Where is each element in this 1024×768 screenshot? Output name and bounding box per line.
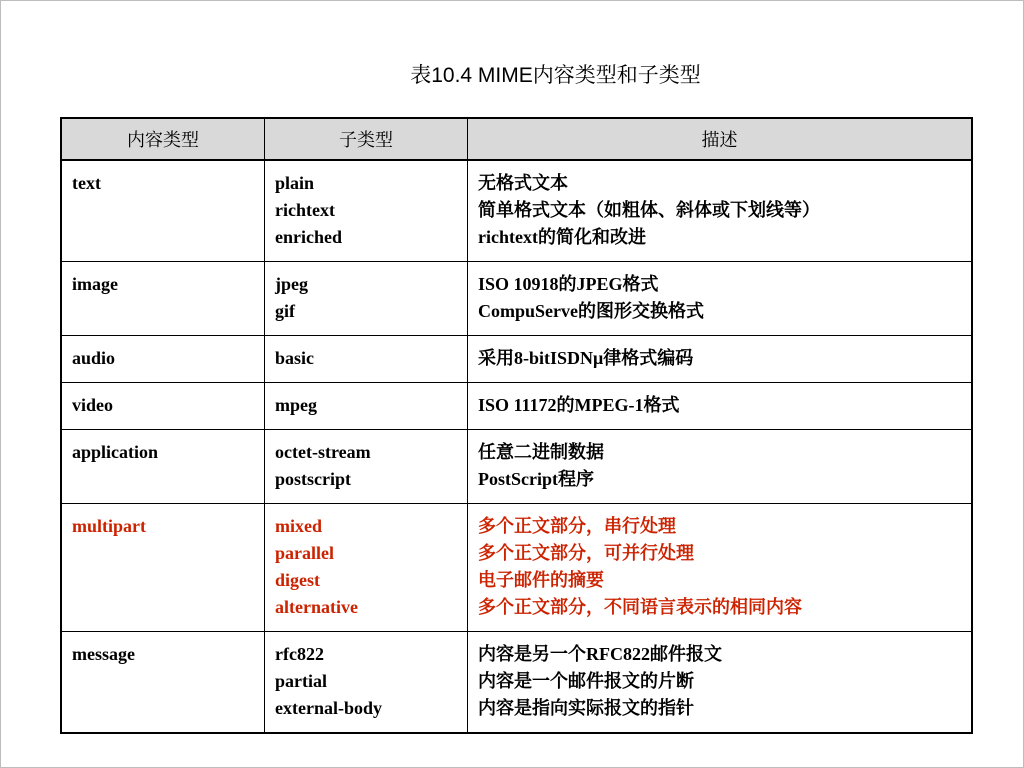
subtype-text: richtext <box>275 200 335 220</box>
subtype-text: mpeg <box>275 395 317 415</box>
cell-content-type <box>61 262 265 336</box>
cell-descriptions <box>468 504 973 632</box>
page-title <box>1 59 1024 89</box>
description-text: 多个正文部分，串行处理 <box>478 516 676 536</box>
description-text: 采用8-bitISDNμ律格式编码 <box>478 348 694 368</box>
subtype-text: enriched <box>275 227 342 247</box>
cell-subtypes <box>265 430 468 504</box>
table-row <box>61 262 972 336</box>
cell-subtypes <box>265 383 468 430</box>
table-row <box>61 504 972 632</box>
subtype-text: basic <box>275 348 315 368</box>
header-content-type: 内容类型 <box>61 118 265 160</box>
header-subtype: 子类型 <box>265 118 468 160</box>
description-text: 简单格式文本（如粗体、斜体或下划线等） <box>478 200 820 220</box>
cell-subtypes <box>265 160 468 262</box>
subtype-text: octet-stream <box>275 442 371 462</box>
subtype-text: jpeg <box>275 274 308 294</box>
cell-descriptions <box>468 430 973 504</box>
description-text: ISO 11172的MPEG-1格式 <box>478 395 680 415</box>
cell-subtypes <box>265 504 468 632</box>
subtype-text: alternative <box>275 597 358 617</box>
subtype-text: digest <box>275 570 320 590</box>
cell-content-type <box>61 430 265 504</box>
cell-descriptions <box>468 262 973 336</box>
content-type-text: message <box>72 644 135 664</box>
content-type-text: audio <box>72 348 116 368</box>
description-text: 多个正文部分，可并行处理 <box>478 543 694 563</box>
subtype-text: plain <box>275 173 315 193</box>
description-text: richtext的简化和改进 <box>478 227 646 247</box>
table-row <box>61 430 972 504</box>
description-text: 任意二进制数据 <box>478 442 604 462</box>
subtype-text: parallel <box>275 543 334 563</box>
cell-content-type <box>61 504 265 632</box>
cell-descriptions <box>468 160 973 262</box>
cell-subtypes <box>265 336 468 383</box>
table-row <box>61 160 972 262</box>
description-text: ISO 10918的JPEG格式 <box>478 274 659 294</box>
description-text: 内容是一个邮件报文的片断 <box>478 671 694 691</box>
content-type-text: video <box>72 395 114 415</box>
description-text: 多个正文部分，不同语言表示的相同内容 <box>478 597 802 617</box>
table-header-row <box>61 118 972 160</box>
cell-descriptions <box>468 336 973 383</box>
cell-content-type <box>61 336 265 383</box>
cell-subtypes <box>265 632 468 734</box>
cell-subtypes <box>265 262 468 336</box>
description-text: PostScript程序 <box>478 469 594 489</box>
header-description: 描述 <box>468 118 973 160</box>
cell-content-type <box>61 632 265 734</box>
subtype-text: mixed <box>275 516 322 536</box>
cell-content-type <box>61 383 265 430</box>
description-text: 电子邮件的摘要 <box>478 570 604 590</box>
subtype-text: external-body <box>275 698 382 718</box>
subtype-text: postscript <box>275 469 351 489</box>
table-row <box>61 632 972 734</box>
title-text: 表10.4 MIME内容类型和子类型 <box>410 64 701 87</box>
content-type-text: text <box>72 173 101 193</box>
subtype-text: gif <box>275 301 295 321</box>
description-text: 内容是另一个RFC822邮件报文 <box>478 644 722 664</box>
description-text: 内容是指向实际报文的指针 <box>478 698 694 718</box>
description-text: 无格式文本 <box>478 173 568 193</box>
cell-descriptions <box>468 383 973 430</box>
cell-content-type <box>61 160 265 262</box>
mime-types-table <box>60 117 973 734</box>
cell-descriptions <box>468 632 973 734</box>
content-type-text: application <box>72 442 159 462</box>
subtype-text: partial <box>275 671 327 691</box>
content-type-text: image <box>72 274 118 294</box>
description-text: CompuServe的图形交换格式 <box>478 301 704 321</box>
content-type-text: multipart <box>72 516 146 536</box>
subtype-text: rfc822 <box>275 644 324 664</box>
table-body <box>61 160 972 733</box>
table-row <box>61 336 972 383</box>
table-row <box>61 383 972 430</box>
